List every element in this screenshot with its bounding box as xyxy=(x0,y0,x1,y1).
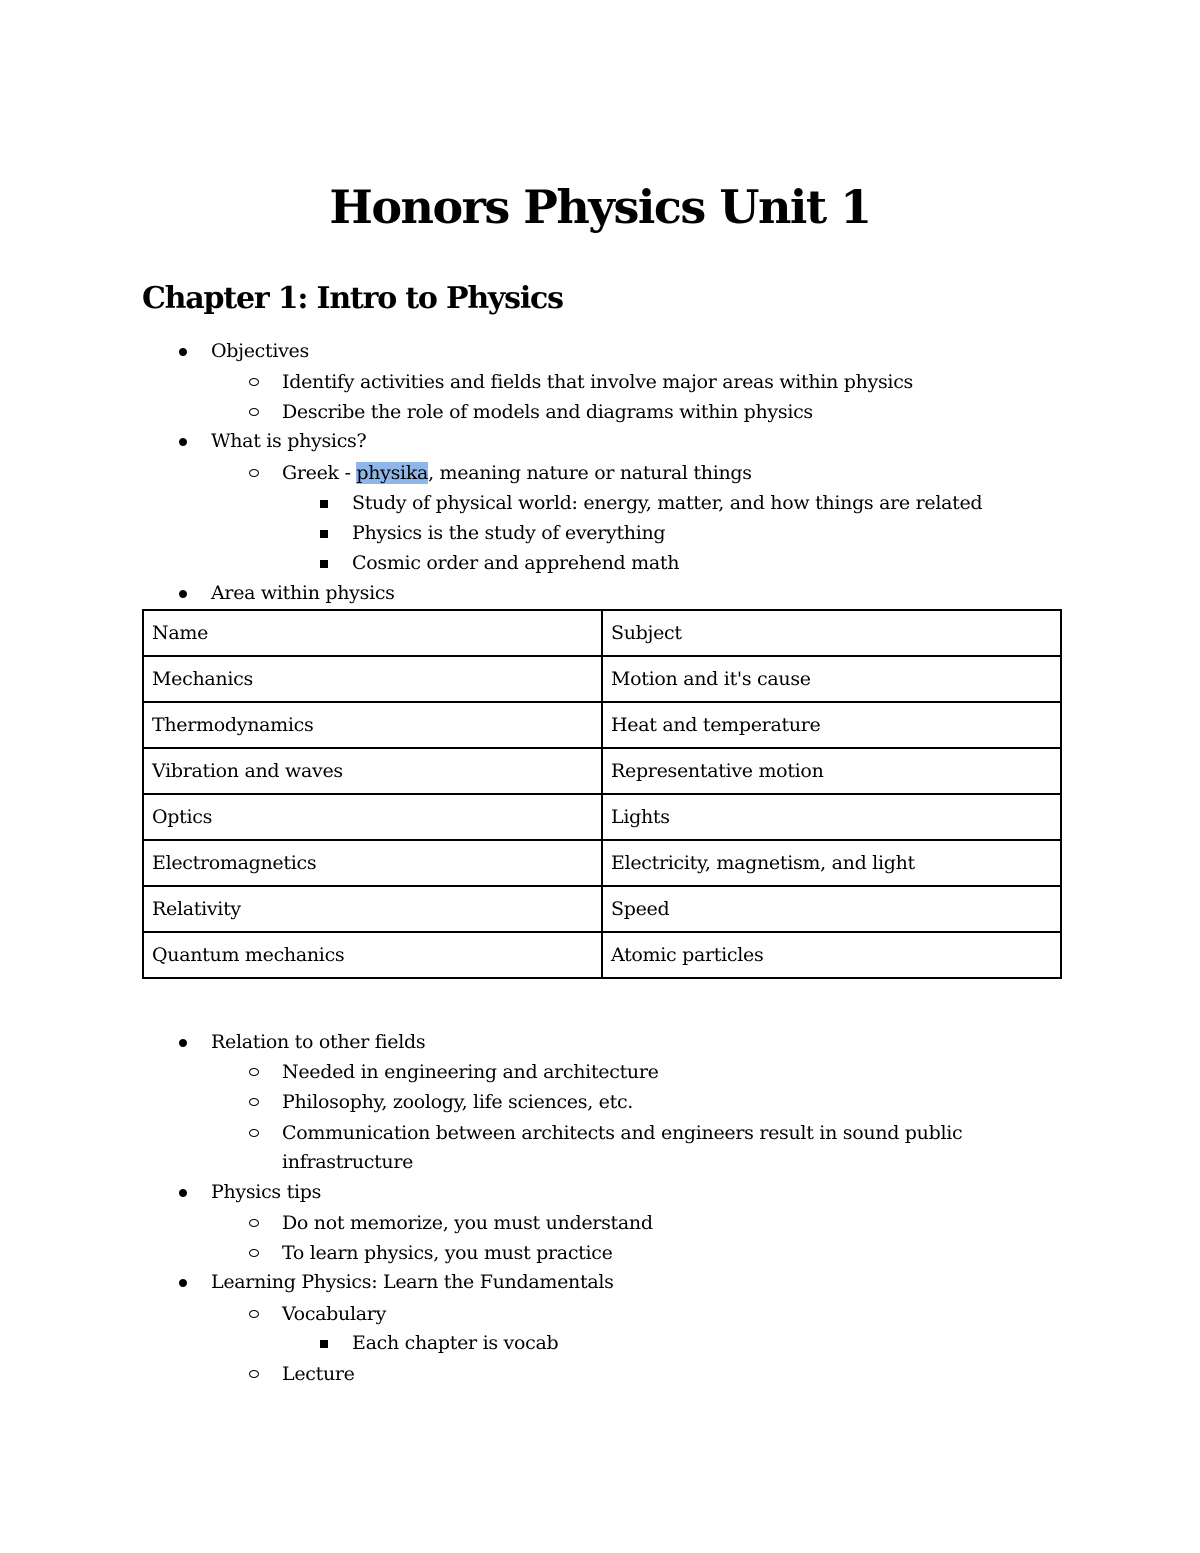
list-item-vocabulary: Vocabulary xyxy=(282,1303,387,1325)
disc-bullet-icon xyxy=(179,1279,187,1287)
circle-bullet-icon xyxy=(249,1219,259,1227)
table-cell: Quantum mechanics xyxy=(143,932,602,978)
table-header-row xyxy=(143,610,1061,656)
disc-bullet-icon xyxy=(179,1039,187,1047)
circle-bullet-icon xyxy=(249,378,259,386)
table-cell: Vibration and waves xyxy=(143,748,602,794)
list-item-relation-1: Needed in engineering and architecture xyxy=(282,1061,659,1083)
list-item-vocabulary-1: Each chapter is vocab xyxy=(352,1332,559,1354)
list-item-definition-1: Study of physical world: energy, matter, and how things are related xyxy=(352,492,983,514)
circle-bullet-icon xyxy=(249,408,259,416)
list-item-objective-2: Describe the role of models and diagrams within physics xyxy=(282,401,813,423)
list-item-relation-3: Communication between architects and engineers result in sound public xyxy=(282,1122,963,1144)
list-item-lecture: Lecture xyxy=(282,1363,355,1385)
list-item-greek xyxy=(282,458,752,488)
table-cell: Electricity, magnetism, and light xyxy=(602,840,1061,886)
chapter-heading: Chapter 1: Intro to Physics xyxy=(142,281,563,316)
table-row xyxy=(143,932,1061,978)
table-cell: Heat and temperature xyxy=(602,702,1061,748)
table-cell: Lights xyxy=(602,794,1061,840)
table-row xyxy=(143,656,1061,702)
areas-table xyxy=(142,609,1062,979)
list-item-relation-2: Philosophy, zoology, life sciences, etc. xyxy=(282,1091,634,1113)
table-cell: Subject xyxy=(602,610,1061,656)
list-item-area-within: Area within physics xyxy=(211,582,395,604)
circle-bullet-icon xyxy=(249,1310,259,1318)
disc-bullet-icon xyxy=(179,1189,187,1197)
circle-bullet-icon xyxy=(249,1098,259,1106)
list-item-tip-1: Do not memorize, you must understand xyxy=(282,1212,653,1234)
square-bullet-icon xyxy=(320,530,328,538)
table-cell: Atomic particles xyxy=(602,932,1061,978)
circle-bullet-icon xyxy=(249,1129,259,1137)
list-item-tips: Physics tips xyxy=(211,1181,322,1203)
circle-bullet-icon xyxy=(249,1370,259,1378)
disc-bullet-icon xyxy=(179,348,187,356)
list-item-tip-2: To learn physics, you must practice xyxy=(282,1242,613,1264)
square-bullet-icon xyxy=(320,560,328,568)
table-cell: Motion and it's cause xyxy=(602,656,1061,702)
table-cell: Name xyxy=(143,610,602,656)
table-cell: Thermodynamics xyxy=(143,702,602,748)
table-row xyxy=(143,702,1061,748)
circle-bullet-icon xyxy=(249,469,259,477)
disc-bullet-icon xyxy=(179,438,187,446)
document-title: Honors Physics Unit 1 xyxy=(329,180,871,234)
circle-bullet-icon xyxy=(249,1068,259,1076)
table-row xyxy=(143,840,1061,886)
list-item-definition-3: Cosmic order and apprehend math xyxy=(352,552,680,574)
table-row xyxy=(143,794,1061,840)
square-bullet-icon xyxy=(320,1340,328,1348)
table-cell: Relativity xyxy=(143,886,602,932)
table-cell: Speed xyxy=(602,886,1061,932)
list-item-relation: Relation to other fields xyxy=(211,1031,426,1053)
table-row xyxy=(143,748,1061,794)
disc-bullet-icon xyxy=(179,590,187,598)
table-row xyxy=(143,886,1061,932)
list-item-what-is-physics: What is physics? xyxy=(211,430,367,452)
greek-prefix: Greek - xyxy=(282,462,357,484)
table-cell: Representative motion xyxy=(602,748,1061,794)
table-cell: Electromagnetics xyxy=(143,840,602,886)
list-item-objectives: Objectives xyxy=(211,340,309,362)
list-item-objective-1: Identify activities and fields that involve major areas within physics xyxy=(282,371,913,393)
greek-suffix: , meaning nature or natural things xyxy=(428,462,752,484)
table-cell: Mechanics xyxy=(143,656,602,702)
list-item-definition-2: Physics is the study of everything xyxy=(352,522,666,544)
square-bullet-icon xyxy=(320,500,328,508)
highlighted-term[interactable]: physika xyxy=(356,462,429,484)
table-cell: Optics xyxy=(143,794,602,840)
circle-bullet-icon xyxy=(249,1249,259,1257)
list-item-relation-3-continued: infrastructure xyxy=(282,1151,414,1173)
list-item-learning: Learning Physics: Learn the Fundamentals xyxy=(211,1271,614,1293)
